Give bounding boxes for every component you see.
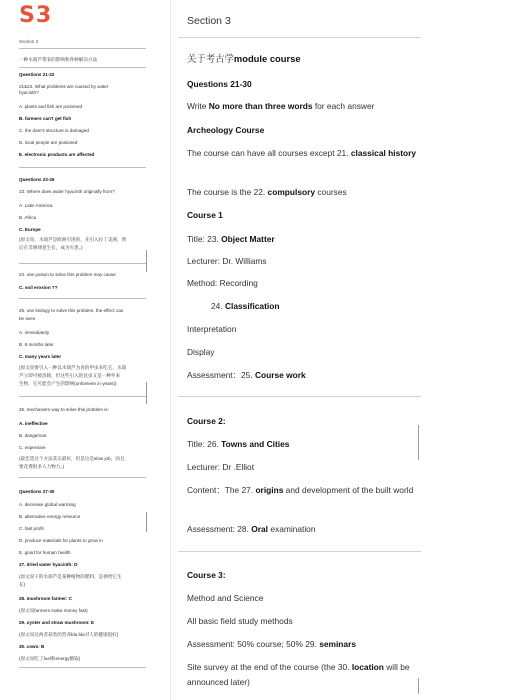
left-q1-option: E. electronic products are affected bbox=[19, 152, 95, 157]
divider bbox=[19, 298, 146, 299]
left-q29: 29. oyster and straw mushroom: E bbox=[19, 620, 95, 625]
left-q3-heading: Questions 27-30 bbox=[19, 489, 55, 494]
course3-basic: All basic field study methods bbox=[187, 616, 293, 626]
left-q30: 30. cows: B bbox=[19, 644, 45, 649]
left-section-label: Section 3 bbox=[19, 39, 39, 44]
left-q23-option: A. Latin America bbox=[19, 203, 53, 208]
left-q27-note: (原文说干的水葫芦是某种植物的肥料，是供给它生 bbox=[19, 574, 122, 579]
left-q23-option: B. Africa bbox=[19, 215, 37, 220]
left-q28-note: (原文说farmers make money fast) bbox=[19, 608, 88, 613]
panel-divider bbox=[170, 0, 171, 700]
divider bbox=[19, 477, 146, 478]
divider bbox=[19, 396, 146, 397]
answer-26: Title: 26. Towns and Cities bbox=[187, 439, 290, 449]
left-topic: 一种水葫芦带来的影响和各种解决方法 bbox=[19, 57, 98, 62]
instruction: Write No more than three words for each answer bbox=[187, 101, 375, 111]
course1-interpretation: Interpretation bbox=[187, 324, 237, 334]
right-section-title: Section 3 bbox=[187, 15, 231, 27]
left-q26: 26. mechanism way to solve this problem is: bbox=[19, 407, 109, 412]
left-q25-note: 芦立即可被清除，但这些引入的昆虫又是一种外来 bbox=[19, 373, 121, 378]
divider bbox=[19, 167, 146, 168]
left-q3-option: A. decrease global warming bbox=[19, 502, 76, 507]
scroll-marker bbox=[146, 250, 147, 272]
answer-30: Site survey at the end of the course (the 30. location will be announced later) bbox=[187, 662, 410, 687]
course-title: 关于考古学module course bbox=[187, 53, 301, 64]
answer-25: Assessment：25. Course work bbox=[187, 370, 306, 380]
left-q26-option: B. dangerous bbox=[19, 433, 47, 438]
left-q2-heading: Questions 23-26 bbox=[19, 177, 55, 182]
left-q25-note: (原文说要引入一种以水葫芦为食的甲虫来吃它，水葫 bbox=[19, 365, 127, 370]
left-q23-note: 后在非洲肆意生长，成为灾患。) bbox=[19, 245, 83, 250]
left-q26-option: A. ineffective bbox=[19, 421, 48, 426]
left-q26-note: 要花费很多人力物力。) bbox=[19, 464, 65, 469]
left-q1-question: 21&22. What problems are caused by water bbox=[19, 84, 109, 89]
divider bbox=[19, 48, 146, 49]
scroll-marker bbox=[418, 425, 419, 460]
left-q25: be seen bbox=[19, 316, 36, 321]
divider bbox=[178, 37, 421, 38]
scroll-marker bbox=[146, 382, 147, 404]
left-q26-note: (最佳选这个方法其实最好，但是这是slow job，而且 bbox=[19, 456, 125, 461]
left-q23-note: (原文说，水葫芦是欧洲引进的，先引入拉丁美洲，然 bbox=[19, 237, 127, 242]
answer-29: Assessment: 50% course; 50% 29. seminars bbox=[187, 639, 356, 649]
left-q25-note: 生物，它可能会产生的影响(unforseen in years)) bbox=[19, 381, 117, 386]
left-q27-note: 长) bbox=[19, 582, 26, 587]
left-q1-heading: Questions 21-22 bbox=[19, 72, 55, 77]
divider bbox=[19, 67, 146, 68]
course1-method: Method: Recording bbox=[187, 278, 258, 288]
course1-heading: Course 1 bbox=[187, 210, 223, 220]
answer-24: 24. Classification bbox=[211, 301, 280, 311]
divider bbox=[19, 263, 146, 264]
scroll-marker bbox=[146, 512, 147, 532]
left-q30-note: (原文说吃了fuel和energy摄取) bbox=[19, 656, 81, 661]
left-q3-option: E. good for human health bbox=[19, 550, 71, 555]
course1-lecturer: Lecturer: Dr. Williams bbox=[187, 256, 267, 266]
left-q29-note: (原文说这两者菇类的营养bla bla对人的健康很好) bbox=[19, 632, 119, 637]
left-q23-option: C. Europe bbox=[19, 227, 41, 232]
answer-28: Assessment: 28. Oral examination bbox=[187, 524, 316, 534]
answer-21: The course can have all courses except 21. classical history bbox=[187, 148, 417, 158]
left-q28: 28. mushroom farmer: C bbox=[19, 596, 73, 601]
answer-22: The course is the 22. compulsory courses bbox=[187, 187, 347, 197]
course3-heading: Course 3: bbox=[187, 570, 226, 580]
brand-logo: S3 bbox=[19, 3, 53, 28]
left-q25-option: C. many years later bbox=[19, 354, 62, 359]
left-q1-question: hyacinth? bbox=[19, 90, 39, 95]
answer-23: Title: 23. Object Matter bbox=[187, 234, 275, 244]
left-q1-option: D. local people are poisoned bbox=[19, 140, 78, 145]
course2-lecturer: Lecturer: Dr .Elliot bbox=[187, 462, 255, 472]
divider bbox=[178, 551, 421, 552]
left-q24-answer: C. soil erosion ?? bbox=[19, 285, 58, 290]
course2-heading: Course 2: bbox=[187, 416, 226, 426]
left-q3-option: C. fast profit bbox=[19, 526, 44, 531]
left-q25-option: A. immediately bbox=[19, 330, 50, 335]
answer-27: Content：The 27. origins and development of the built world bbox=[187, 485, 414, 495]
left-q3-option: D. produce materials for plants to grow in bbox=[19, 538, 103, 543]
left-q1-option: C. the dam's structure is damaged bbox=[19, 128, 89, 133]
left-q25-option: B. 6 months later bbox=[19, 342, 54, 347]
questions-heading: Questions 21-30 bbox=[187, 79, 252, 89]
left-q3-option: B. alternative energy resource bbox=[19, 514, 81, 519]
left-q1-option: B. farmers can't get fish bbox=[19, 116, 72, 121]
scroll-marker bbox=[418, 678, 419, 694]
divider bbox=[19, 667, 146, 668]
left-q27: 27. dried water hyacinth: D bbox=[19, 562, 78, 567]
left-q24: 24. use poison to solve this problem may cause bbox=[19, 272, 116, 277]
divider bbox=[178, 396, 421, 397]
course-name: Archeology Course bbox=[187, 125, 265, 135]
left-q1-option: A. plants and fish are poisoned bbox=[19, 104, 83, 109]
left-q23: 23. Where does water hyacinth originally from? bbox=[19, 189, 115, 194]
course1-display: Display bbox=[187, 347, 215, 357]
left-q26-option: C. expensive bbox=[19, 445, 46, 450]
course3-title: Method and Science bbox=[187, 593, 264, 603]
left-q25: 25. use biology to solve this problem, the effect can bbox=[19, 308, 124, 313]
